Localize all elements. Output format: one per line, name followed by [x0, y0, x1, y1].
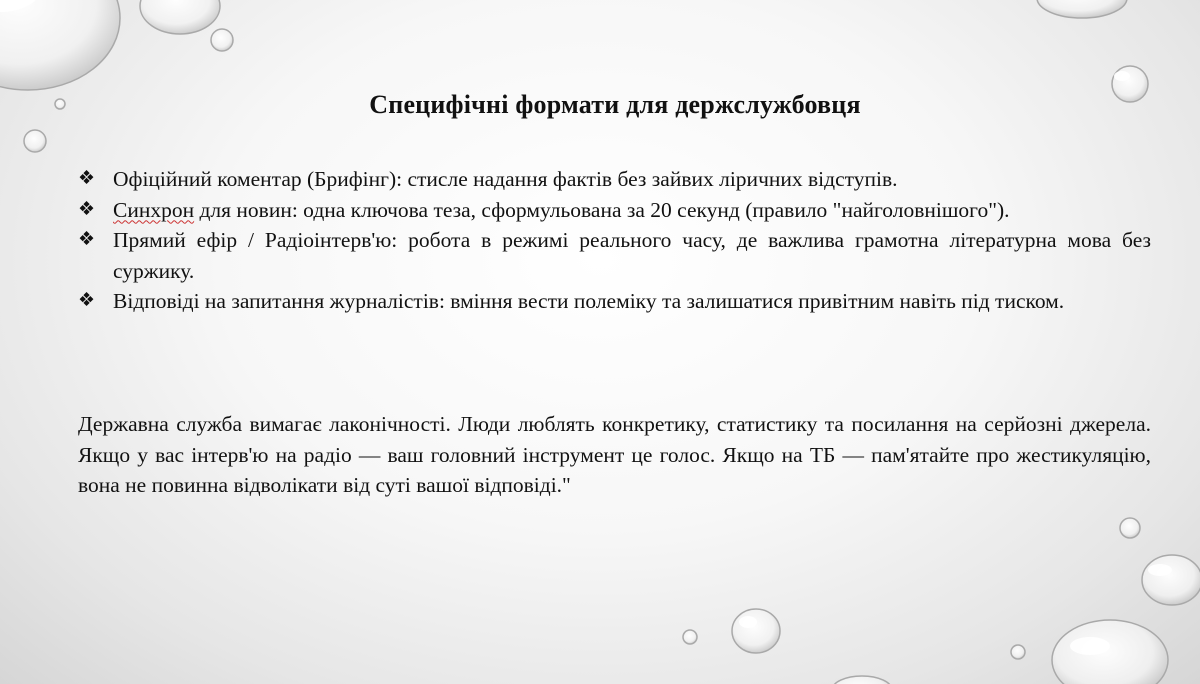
- water-drop: [24, 130, 46, 152]
- summary-paragraph: Державна служба вимагає лаконічності. Люди люблять конкретику, статистику та посилання на серйозні джерела. Якщо у вас інтерв'ю на радіо — ваш головний інструмент це голос. Якщо на ТБ — пам'ятайте про жестикуляцію, вона не повинна відволікати від суті вашої відповіді.": [78, 412, 1151, 497]
- diamond-bullet-icon: ❖: [78, 290, 96, 311]
- bullet-text: для новин: одна ключова теза, сформульована за 20 секунд (правило "найголовнішого").: [194, 197, 1010, 222]
- diamond-bullet-icon: ❖: [78, 229, 96, 250]
- diamond-bullet-icon: ❖: [78, 198, 96, 220]
- diamond-bullet-icon: ❖: [78, 168, 96, 189]
- bullet-lead-word: Синхрон: [113, 197, 195, 222]
- bullet-text: Відповіді на запитання журналістів: вміння вести полеміку та залишатися привітним навіть під тиском.: [113, 289, 1065, 313]
- water-drop: [1011, 645, 1025, 659]
- water-drop: [140, 0, 220, 34]
- water-drop: [0, 0, 120, 90]
- bullet-item-briefing: [78, 164, 1151, 195]
- bullet-text: Прямий ефір / Радіоінтерв'ю: робота в режимі реального часу, де важлива грамотна літературна мова без суржику.: [113, 228, 1151, 283]
- bullet-item-answers: [78, 286, 1151, 317]
- water-drop: [1120, 518, 1140, 538]
- bullet-item-live: [78, 225, 1151, 286]
- bullet-item-sync: [78, 195, 1151, 226]
- slide-title: Специфічні формати для держслужбовця: [369, 90, 861, 119]
- water-drop: [1037, 0, 1127, 18]
- water-drop: [1052, 620, 1168, 684]
- bullet-list: [78, 164, 1151, 317]
- water-drop: [211, 29, 233, 51]
- water-drop: [832, 676, 892, 684]
- water-drop: [1142, 555, 1200, 605]
- bullet-text: Офіційний коментар (Брифінг): стисле надання фактів без зайвих ліричних відступів.: [113, 167, 898, 191]
- water-drop: [683, 630, 697, 644]
- water-drop: [732, 609, 780, 653]
